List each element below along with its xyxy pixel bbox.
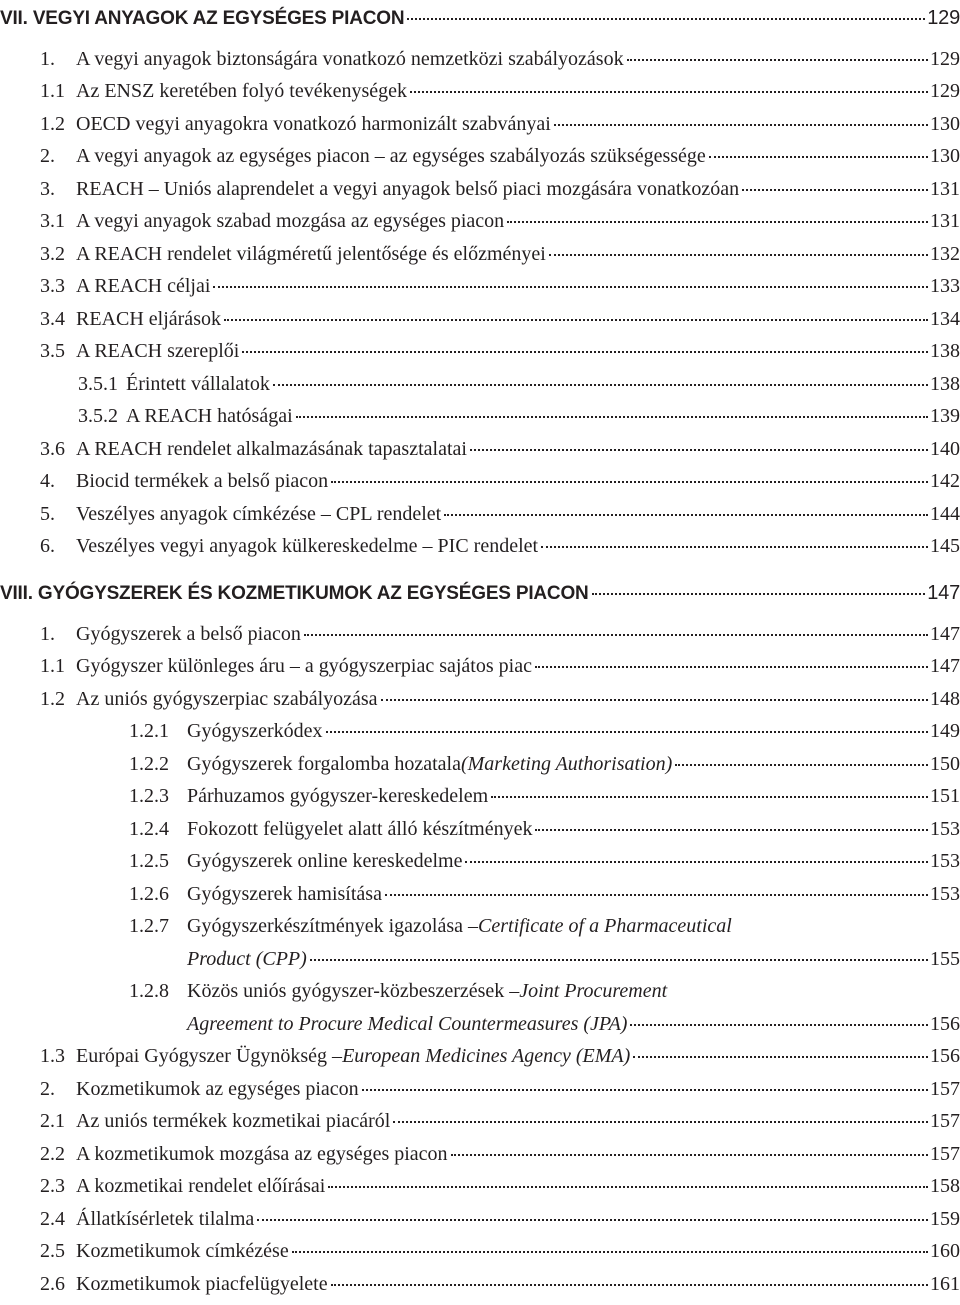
toc-entry-first-line (0, 910, 960, 942)
toc-title: Az ENSZ keretében folyó tevékenységek (76, 80, 407, 102)
toc-page: 157 (930, 1110, 960, 1132)
toc-leader (381, 699, 928, 701)
toc-entry (0, 270, 960, 302)
toc-page: 156 (930, 1013, 960, 1035)
toc-page: 155 (930, 948, 960, 970)
toc-number: 1.2.4 (129, 818, 169, 840)
toc-page: 157 (930, 1078, 960, 1100)
toc-entry (0, 43, 960, 75)
toc-number: 3.5 (40, 340, 65, 362)
toc-title: A vegyi anyagok szabad mozgása az egységes piacon (76, 210, 505, 232)
toc-leader (535, 666, 928, 668)
toc-leader (224, 319, 928, 321)
toc-leader (633, 1056, 928, 1058)
toc-title: Gyógyszerek forgalomba hozatala (187, 753, 461, 775)
toc-page: 159 (930, 1208, 960, 1230)
toc-page: 156 (930, 1045, 960, 1067)
toc-entry (0, 238, 960, 270)
toc-number: 1.2.8 (129, 980, 169, 1002)
toc-leader (742, 189, 928, 191)
toc-entry (0, 650, 960, 682)
toc-leader (541, 546, 928, 548)
toc-number: 2.1 (40, 1110, 65, 1132)
toc-title: A REACH rendelet alkalmazásának tapasztalatai (76, 438, 467, 460)
toc-leader (242, 351, 928, 353)
toc-entry (0, 845, 960, 877)
toc-number: 1.2.1 (129, 720, 169, 742)
toc-number: 3.4 (40, 308, 65, 330)
toc-title: VEGYI ANYAGOK AZ EGYSÉGES PIACON (32, 8, 405, 29)
toc-entry (0, 878, 960, 910)
toc-title: Érintett vállalatok (126, 373, 270, 395)
toc-number: 1.1 (40, 80, 65, 102)
toc-page: 147 (927, 582, 960, 604)
toc-title: A vegyi anyagok az egységes piacon – az egységes szabályozás szükségessége (76, 145, 706, 167)
toc-title: A kozmetikai rendelet előírásai (76, 1175, 326, 1197)
toc-leader (554, 124, 928, 126)
toc-title-italic: European Medicines Agency (EMA) (342, 1045, 631, 1067)
toc-number: 2.5 (40, 1240, 65, 1262)
toc-page: 160 (930, 1240, 960, 1262)
toc-title: Gyógyszerek a belső piacon (76, 623, 301, 645)
toc-page: 132 (930, 243, 960, 265)
toc-entry (0, 1105, 960, 1137)
toc-title: Gyógyszer különleges áru – a gyógyszerpiac sajátos piac (76, 655, 532, 677)
toc-number: 3.2 (40, 243, 65, 265)
toc-page: 139 (930, 405, 960, 427)
toc-page: 140 (930, 438, 960, 460)
toc-title: Veszélyes vegyi anyagok külkereskedelme – PIC rendelet (76, 535, 539, 557)
toc-number: 6. (40, 535, 55, 557)
toc-page: 161 (930, 1273, 960, 1295)
toc-number: VII. (0, 8, 28, 29)
toc-leader (213, 286, 928, 288)
toc-leader (292, 1251, 928, 1253)
toc-page: 151 (930, 785, 960, 807)
toc-chapter (0, 2, 960, 34)
toc-title: REACH eljárások (76, 308, 221, 330)
toc-leader (627, 59, 928, 61)
toc-number: 3. (40, 178, 55, 200)
toc-entry (0, 465, 960, 497)
toc-title: Kozmetikumok címkézése (76, 1240, 289, 1262)
toc-number: VIII. (0, 583, 33, 604)
toc-page: 158 (930, 1175, 960, 1197)
toc-page: 129 (930, 48, 960, 70)
toc-number: 1. (40, 623, 55, 645)
toc-number: 2.4 (40, 1208, 65, 1230)
toc-number: 1.2 (40, 113, 65, 135)
toc-entry (0, 173, 960, 205)
toc-title: Gyógyszerek hamisítása (187, 883, 382, 905)
toc-page: 131 (930, 210, 960, 232)
toc-entry (0, 1268, 960, 1300)
toc-entry (0, 683, 960, 715)
toc-page: 131 (930, 178, 960, 200)
toc-leader (470, 449, 928, 451)
toc-leader (444, 514, 928, 516)
toc-entry-first-line (0, 975, 960, 1007)
toc-title: Kozmetikumok az egységes piacon (76, 1078, 359, 1100)
toc-title: GYÓGYSZEREK ÉS KOZMETIKUMOK AZ EGYSÉGES PIACON (37, 583, 589, 604)
toc-page: 153 (930, 818, 960, 840)
toc-entry (0, 780, 960, 812)
toc-title: Közös uniós gyógyszer-közbeszerzések – (187, 980, 520, 1002)
toc-page: 129 (927, 7, 960, 29)
toc-number: 2.3 (40, 1175, 65, 1197)
toc-title: Veszélyes anyagok címkézése – CPL rendelet (76, 503, 442, 525)
toc-leader (304, 634, 928, 636)
toc-page: 147 (930, 623, 960, 645)
toc-title: Biocid termékek a belső piacon (76, 470, 329, 492)
toc-title-italic: Joint Procurement (519, 980, 668, 1002)
toc-leader (630, 1024, 928, 1026)
toc-number: 2. (40, 1078, 55, 1100)
toc-leader (709, 156, 928, 158)
toc-number: 1.2 (40, 688, 65, 710)
toc-number: 3.1 (40, 210, 65, 232)
toc-entry (0, 530, 960, 562)
toc-entry-continuation (0, 943, 960, 975)
toc-number: 1.2.2 (129, 753, 169, 775)
toc-leader (328, 1186, 928, 1188)
toc-title: Az uniós termékek kozmetikai piacáról (76, 1110, 391, 1132)
toc-number: 1.2.3 (129, 785, 169, 807)
toc-entry (0, 1235, 960, 1267)
toc-leader (592, 593, 926, 595)
toc-number: 2.2 (40, 1143, 65, 1165)
toc-number: 2. (40, 145, 55, 167)
toc-entry (0, 1203, 960, 1235)
toc-page: 133 (930, 275, 960, 297)
toc-leader (491, 796, 928, 798)
toc-title-italic: (Marketing Authorisation) (460, 753, 673, 775)
toc-title: A REACH rendelet világméretű jelentősége és előzményei (76, 243, 546, 265)
toc-title: Gyógyszerek online kereskedelme (187, 850, 463, 872)
toc-entry-continuation (0, 1008, 960, 1040)
toc-page: 138 (930, 340, 960, 362)
toc-number: 1.1 (40, 655, 65, 677)
toc-entry (0, 715, 960, 747)
toc-entry (0, 75, 960, 107)
toc-title: A kozmetikumok mozgása az egységes piacon (76, 1143, 448, 1165)
toc-number: 3.3 (40, 275, 65, 297)
toc-leader (310, 959, 928, 961)
toc-title: A REACH céljai (76, 275, 211, 297)
toc-number: 3.5.2 (78, 405, 118, 427)
toc-number: 1.3 (40, 1045, 65, 1067)
toc-number: 1.2.6 (129, 883, 169, 905)
toc-entry (0, 433, 960, 465)
toc-entry (0, 368, 960, 400)
toc-page: 153 (930, 850, 960, 872)
toc-entry (0, 813, 960, 845)
toc-title-italic: Product (CPP) (187, 948, 307, 970)
toc-page: 147 (930, 655, 960, 677)
toc-leader (362, 1089, 928, 1091)
toc-leader (331, 481, 928, 483)
toc-leader (393, 1121, 928, 1123)
toc-page: 144 (930, 503, 960, 525)
toc-number: 3.6 (40, 438, 65, 460)
toc-number: 5. (40, 503, 55, 525)
toc-title: A vegyi anyagok biztonságára vonatkozó nemzetközi szabályozások (76, 48, 624, 70)
toc-number: 1.2.5 (129, 850, 169, 872)
toc-number: 4. (40, 470, 55, 492)
toc-leader (507, 221, 928, 223)
toc-leader (535, 829, 928, 831)
toc-leader (331, 1284, 928, 1286)
toc-entry (0, 205, 960, 237)
toc-entry (0, 108, 960, 140)
toc-entry (0, 335, 960, 367)
toc-entry (0, 140, 960, 172)
toc-leader (675, 764, 928, 766)
toc-leader (296, 416, 928, 418)
toc-title-italic: Agreement to Procure Medical Countermeasures (JPA) (187, 1013, 628, 1035)
toc-chapter (0, 577, 960, 609)
toc-title: Az uniós gyógyszerpiac szabályozása (76, 688, 378, 710)
toc-page: 134 (930, 308, 960, 330)
toc-page: 148 (930, 688, 960, 710)
toc-page: 130 (930, 113, 960, 135)
toc-entry (0, 1138, 960, 1170)
toc-title: OECD vegyi anyagokra vonatkozó harmonizált szabványai (76, 113, 551, 135)
toc-leader (326, 731, 928, 733)
toc-title: A REACH szereplői (76, 340, 240, 362)
toc-leader (410, 91, 928, 93)
toc-entry (0, 618, 960, 650)
toc-entry (0, 498, 960, 530)
toc-title: REACH – Uniós alaprendelet a vegyi anyagok belső piaci mozgására vonatkozóan (76, 178, 740, 200)
toc-title-italic: Certificate of a Pharmaceutical (478, 915, 732, 937)
toc-entry (0, 303, 960, 335)
toc-title: Gyógyszerkészítmények igazolása – (187, 915, 479, 937)
toc-number: 2.6 (40, 1273, 65, 1295)
toc-entry (0, 748, 960, 780)
toc-page: 150 (930, 753, 960, 775)
toc-number: 3.5.1 (78, 373, 118, 395)
toc-title: Párhuzamos gyógyszer-kereskedelem (187, 785, 489, 807)
toc-page: 129 (930, 80, 960, 102)
toc-title: Európai Gyógyszer Ügynökség – (76, 1045, 343, 1067)
toc-leader (549, 254, 928, 256)
toc-leader (273, 384, 928, 386)
toc-leader (451, 1154, 928, 1156)
toc-leader (465, 861, 928, 863)
toc-number: 1.2.7 (129, 915, 169, 937)
toc-leader (407, 18, 925, 20)
toc-title: Fokozott felügyelet alatt álló készítmények (187, 818, 533, 840)
toc-page: 149 (930, 720, 960, 742)
toc-leader (385, 894, 928, 896)
toc-entry (0, 1170, 960, 1202)
toc-title: Gyógyszerkódex (187, 720, 323, 742)
toc-page: 130 (930, 145, 960, 167)
toc-number: 1. (40, 48, 55, 70)
toc-entry (0, 400, 960, 432)
toc-title: A REACH hatóságai (126, 405, 293, 427)
toc-page: 153 (930, 883, 960, 905)
toc-page: 157 (930, 1143, 960, 1165)
toc-title: Kozmetikumok piacfelügyelete (76, 1273, 328, 1295)
toc-page: 145 (930, 535, 960, 557)
toc-page: 142 (930, 470, 960, 492)
toc-leader (257, 1219, 928, 1221)
toc-entry (0, 1073, 960, 1105)
toc-title: Állatkísérletek tilalma (76, 1208, 255, 1230)
toc-entry (0, 1040, 960, 1072)
toc-page: 138 (930, 373, 960, 395)
